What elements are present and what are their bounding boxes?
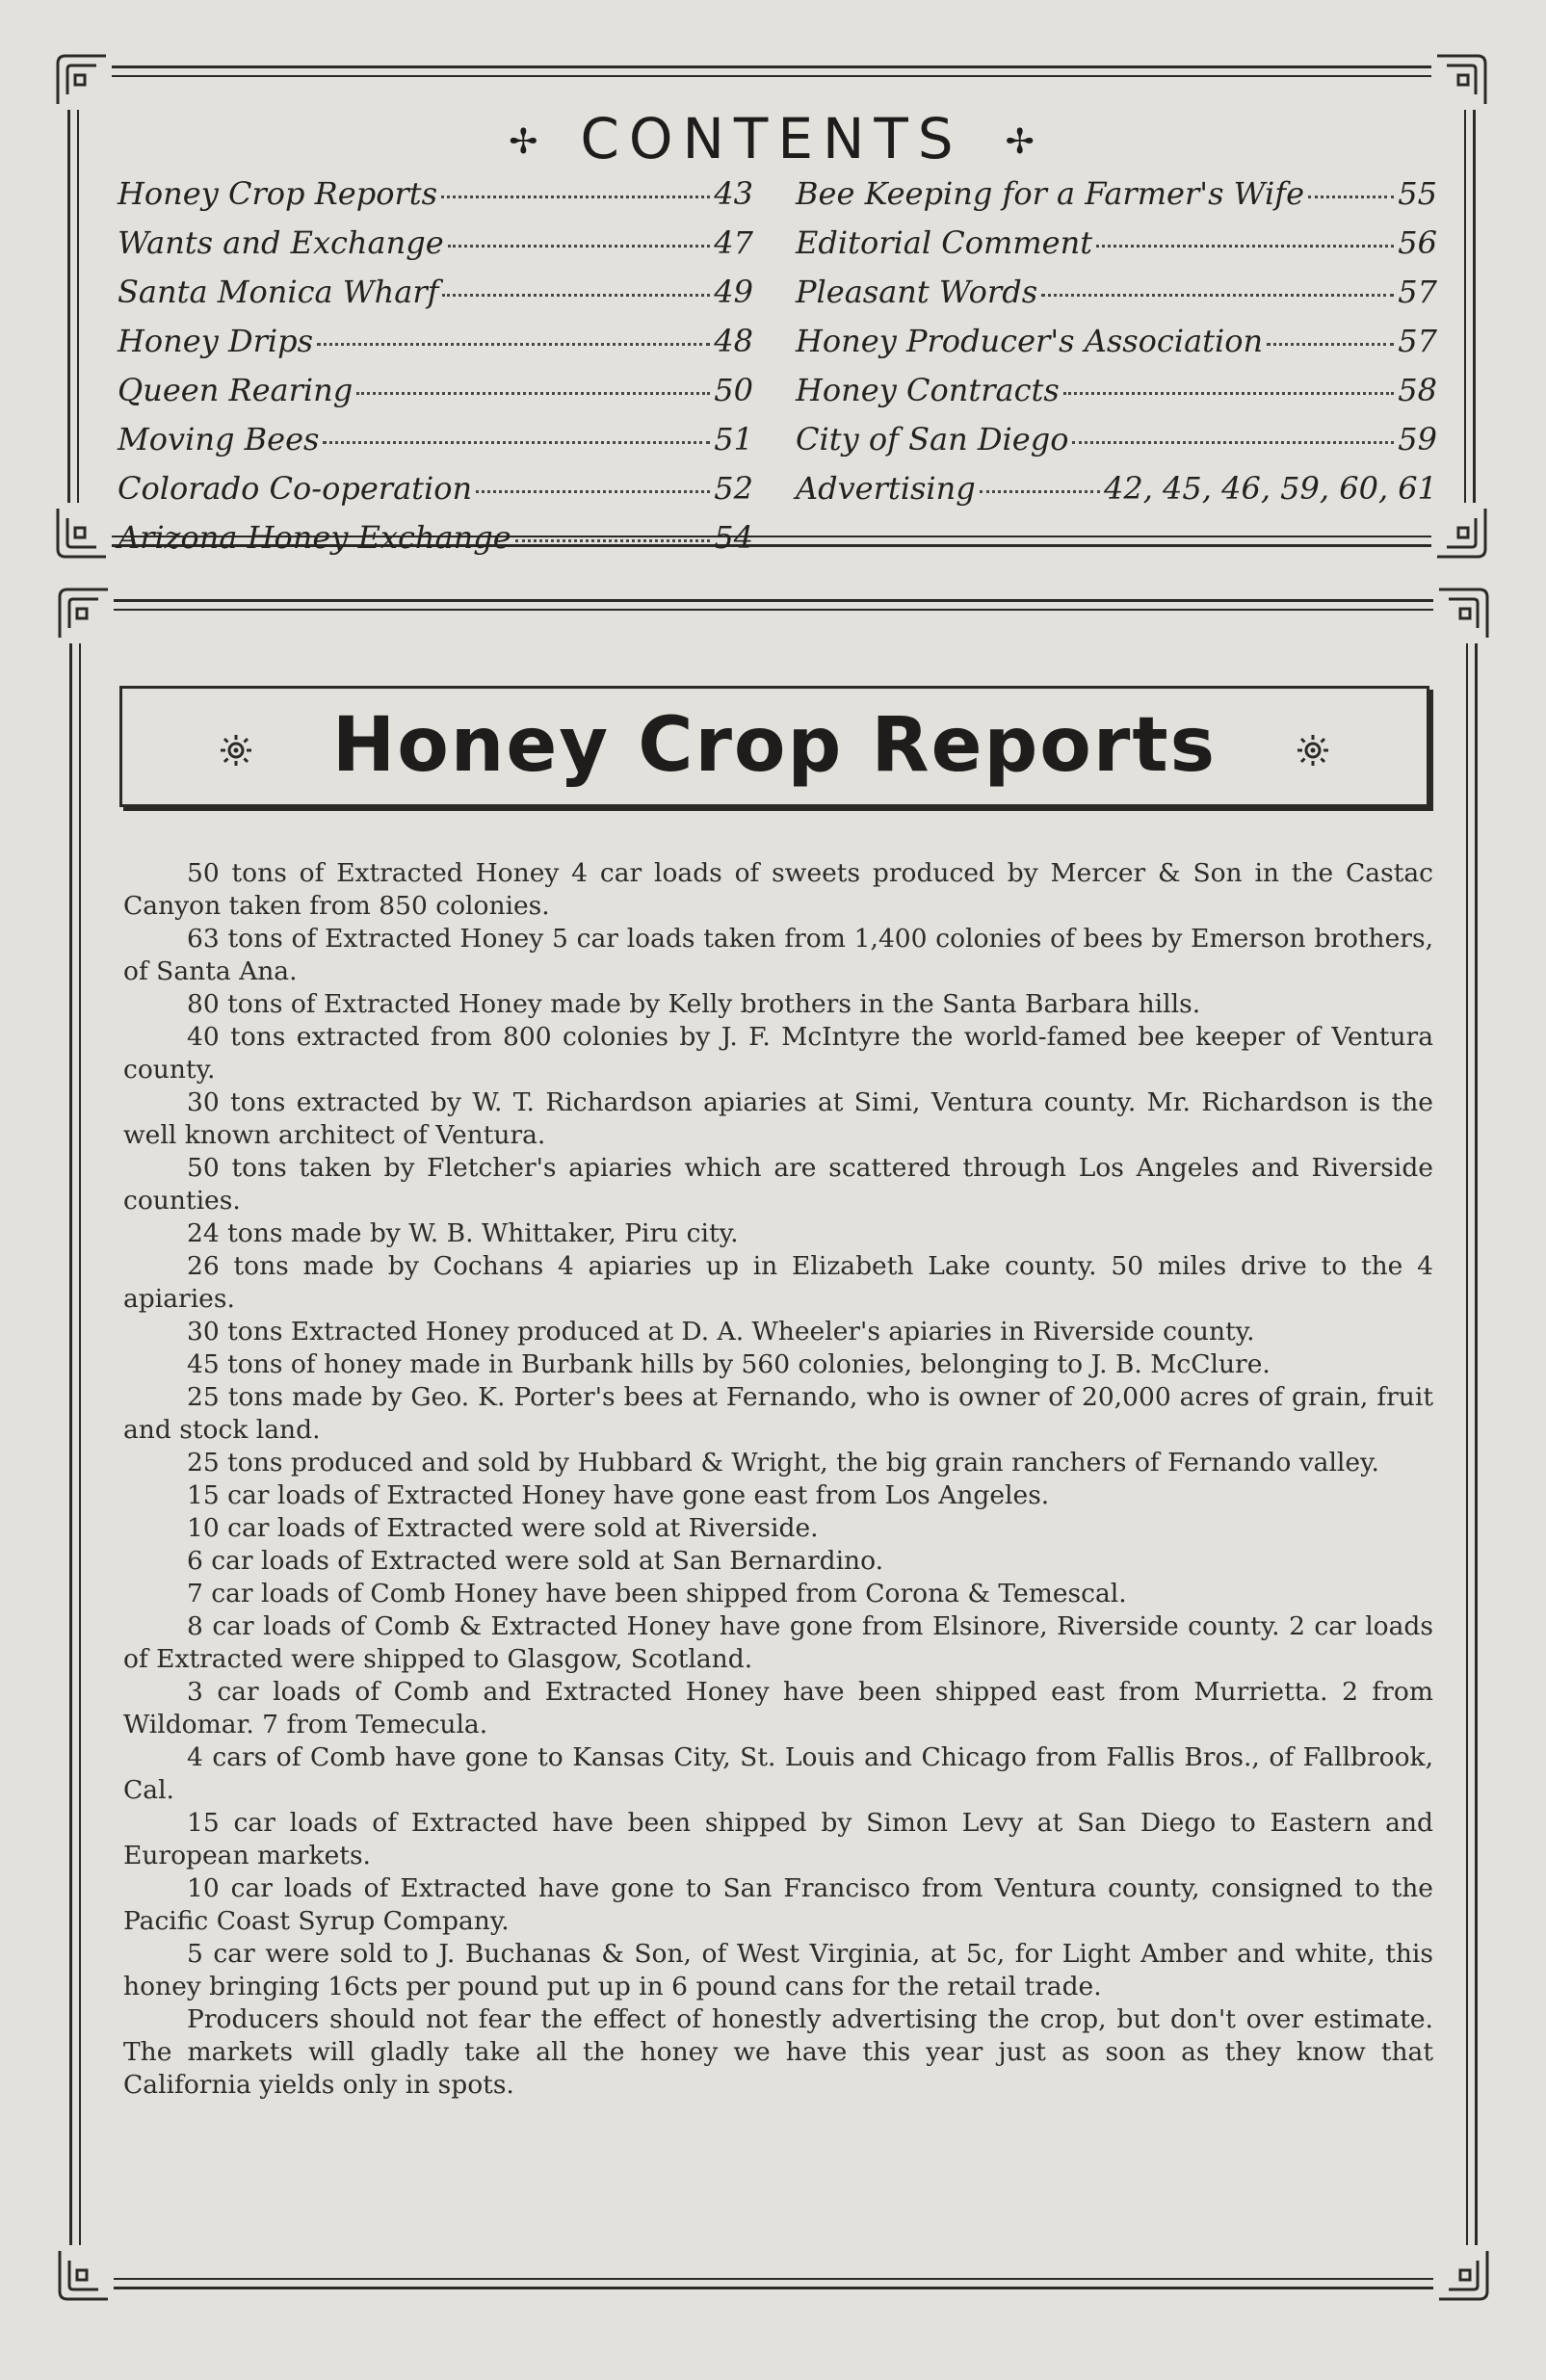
report-heading-box xyxy=(119,686,1429,807)
report-paragraph: 30 tons Extracted Honey produced at D. A. Wheeler's apiaries in Riverside county. xyxy=(187,1317,1255,1347)
toc-entry[interactable] xyxy=(796,323,1437,372)
toc-entry-title: Colorado Co-operation xyxy=(118,470,473,507)
toc-entry-page: 57 xyxy=(1398,323,1437,359)
toc-entry-title: Wants and Exchange xyxy=(118,224,444,261)
toc-entry[interactable] xyxy=(118,274,753,323)
report-paragraph: 50 tons of Extracted Honey 4 car loads of sweets produced by Mercer & Son in the Castac Canyon taken from 850 colonies. xyxy=(123,858,1433,921)
report-paragraph: 15 car loads of Extracted have been shipped by Simon Levy at San Diego to Eastern and European markets. xyxy=(123,1808,1433,1870)
toc-entry[interactable] xyxy=(796,224,1437,274)
leader-dots xyxy=(980,490,1100,493)
report-body xyxy=(123,857,1433,2102)
toc-entry[interactable] xyxy=(118,519,753,568)
ornament-left-icon: ✢ xyxy=(509,122,538,163)
corner-ornament-icon xyxy=(1433,2245,1493,2305)
toc-entry-title: Moving Bees xyxy=(118,421,320,458)
leader-dots xyxy=(448,245,711,248)
leader-dots xyxy=(323,441,710,444)
corner-ornament-icon xyxy=(52,503,112,562)
report-paragraph: 63 tons of Extracted Honey 5 car loads taken from 1,400 colonies of bees by Emerson brothers, of Santa Ana. xyxy=(123,924,1433,986)
report-paragraph: 4 cars of Comb have gone to Kansas City, St. Louis and Chicago from Fallis Bros., of Fallbrook, Cal. xyxy=(123,1742,1433,1805)
leader-dots xyxy=(476,490,710,493)
toc-entry-page: 52 xyxy=(714,470,753,507)
toc-entry-title: Editorial Comment xyxy=(796,224,1093,261)
leader-dots xyxy=(441,196,710,198)
leader-dots xyxy=(1063,392,1395,395)
corner-ornament-icon xyxy=(1431,50,1491,110)
toc-entry-page: 49 xyxy=(714,274,753,310)
toc-entry[interactable] xyxy=(796,470,1437,519)
ornament-right-icon: ✢ xyxy=(1005,122,1035,163)
report-paragraph: 45 tons of honey made in Burbank hills by 560 colonies, belonging to J. B. McClure. xyxy=(187,1349,1271,1379)
toc-entry[interactable] xyxy=(118,372,753,421)
toc-entry-page: 50 xyxy=(714,372,753,408)
toc-left-column xyxy=(118,175,753,568)
leader-dots xyxy=(515,539,711,542)
contents-heading xyxy=(67,106,1476,171)
sun-ornament-icon xyxy=(1296,733,1330,768)
toc-entry-title: Arizona Honey Exchange xyxy=(118,519,511,556)
toc-entry[interactable] xyxy=(118,175,753,224)
corner-ornament-icon xyxy=(1431,503,1491,562)
toc-entry-page: 56 xyxy=(1398,224,1437,261)
toc-entry-title: Bee Keeping for a Farmer's Wife xyxy=(796,175,1305,212)
toc-entry-title: Pleasant Words xyxy=(796,274,1038,310)
report-paragraph: 10 car loads of Extracted were sold at Riverside. xyxy=(187,1513,819,1543)
toc-entry-title: Honey Contracts xyxy=(796,372,1060,408)
toc-entry-title: Honey Crop Reports xyxy=(118,175,438,212)
contents-box xyxy=(67,65,1476,556)
corner-ornament-icon xyxy=(1433,584,1493,643)
toc-entry-page: 43 xyxy=(714,175,753,212)
report-paragraph: 15 car loads of Extracted Honey have gone east from Los Angeles. xyxy=(187,1480,1050,1510)
toc-entry[interactable] xyxy=(796,274,1437,323)
leader-dots xyxy=(1308,196,1394,198)
report-paragraph: 26 tons made by Cochans 4 apiaries up in Elizabeth Lake county. 50 miles drive to the 4 apiaries. xyxy=(123,1251,1433,1314)
leader-dots xyxy=(1072,441,1394,444)
report-paragraph: 8 car loads of Comb & Extracted Honey have gone from Elsinore, Riverside county. 2 car loads of Extracted were shipped to Glasgow, Scotland. xyxy=(123,1611,1433,1674)
toc-entry[interactable] xyxy=(118,421,753,470)
report-paragraph: 25 tons produced and sold by Hubbard & Wright, the big grain ranchers of Fernando valley. xyxy=(187,1448,1379,1478)
toc-right-column xyxy=(796,175,1437,519)
report-paragraph: 6 car loads of Extracted were sold at San Bernardino. xyxy=(187,1546,884,1576)
toc-entry-page: 48 xyxy=(714,323,753,359)
toc-entry[interactable] xyxy=(118,323,753,372)
report-paragraph: 30 tons extracted by W. T. Richardson apiaries at Simi, Ventura county. Mr. Richardson is the well known architect of Ventura. xyxy=(123,1087,1433,1150)
toc-entry-page: 51 xyxy=(714,421,753,458)
report-paragraph: 25 tons made by Geo. K. Porter's bees at Fernando, who is owner of 20,000 acres of grain, fruit and stock land. xyxy=(123,1382,1433,1445)
toc-entry[interactable] xyxy=(118,470,753,519)
corner-ornament-icon xyxy=(54,584,114,643)
toc-entry-title: City of San Diego xyxy=(796,421,1069,458)
toc-entry[interactable] xyxy=(796,372,1437,421)
toc-entry-page: 54 xyxy=(714,519,753,556)
toc-entry-title: Honey Producer's Association xyxy=(796,323,1264,359)
toc-entry-title: Advertising xyxy=(796,470,976,507)
toc-entry-page: 55 xyxy=(1398,175,1437,212)
leader-dots xyxy=(1267,343,1394,346)
toc-entry-page: 47 xyxy=(714,224,753,261)
report-paragraph: 7 car loads of Comb Honey have been shipped from Corona & Temescal. xyxy=(187,1579,1127,1608)
toc-entry-page: 59 xyxy=(1398,421,1437,458)
leader-dots xyxy=(1096,245,1394,248)
report-paragraph: Producers should not fear the effect of honestly advertising the crop, but don't over estimate. The markets will gladly take all the honey we have this year just as soon as they know that California yields only in spots. xyxy=(123,2004,1433,2100)
report-paragraph: 10 car loads of Extracted have gone to San Francisco from Ventura county, consigned to the Pacific Coast Syrup Company. xyxy=(123,1873,1433,1936)
report-box xyxy=(69,599,1478,2289)
leader-dots xyxy=(356,392,710,395)
toc-entry[interactable] xyxy=(796,175,1437,224)
toc-entry-title: Honey Drips xyxy=(118,323,314,359)
report-paragraph: 3 car loads of Comb and Extracted Honey have been shipped east from Murrietta. 2 from Wildomar. 7 from Temecula. xyxy=(123,1677,1433,1739)
leader-dots xyxy=(317,343,710,346)
toc-entry-page: 58 xyxy=(1398,372,1437,408)
report-paragraph: 5 car were sold to J. Buchanas & Son, of West Virginia, at 5c, for Light Amber and white, this honey bringing 16cts per pound put up in 6 pound cans for the retail trade. xyxy=(123,1939,1433,2001)
toc-entry-title: Santa Monica Wharf xyxy=(118,274,439,310)
contents-title: CONTENTS xyxy=(580,106,963,171)
toc-entry[interactable] xyxy=(118,224,753,274)
toc-entry-page: 57 xyxy=(1398,274,1437,310)
toc-entry[interactable] xyxy=(796,421,1437,470)
report-paragraph: 50 tons taken by Fletcher's apiaries which are scattered through Los Angeles and Riverside counties. xyxy=(123,1153,1433,1216)
corner-ornament-icon xyxy=(54,2245,114,2305)
report-paragraph: 24 tons made by W. B. Whittaker, Piru city. xyxy=(187,1218,739,1248)
report-paragraph: 40 tons extracted from 800 colonies by J. F. McIntyre the world-famed bee keeper of Ventura county. xyxy=(123,1022,1433,1085)
report-paragraph: 80 tons of Extracted Honey made by Kelly brothers in the Santa Barbara hills. xyxy=(187,989,1201,1019)
leader-dots xyxy=(1041,294,1394,297)
toc-entry-title: Queen Rearing xyxy=(118,372,354,408)
toc-entry-page: 42, 45, 46, 59, 60, 61 xyxy=(1103,470,1437,507)
report-title: Honey Crop Reports xyxy=(331,702,1218,789)
leader-dots xyxy=(442,294,710,297)
corner-ornament-icon xyxy=(52,50,112,110)
